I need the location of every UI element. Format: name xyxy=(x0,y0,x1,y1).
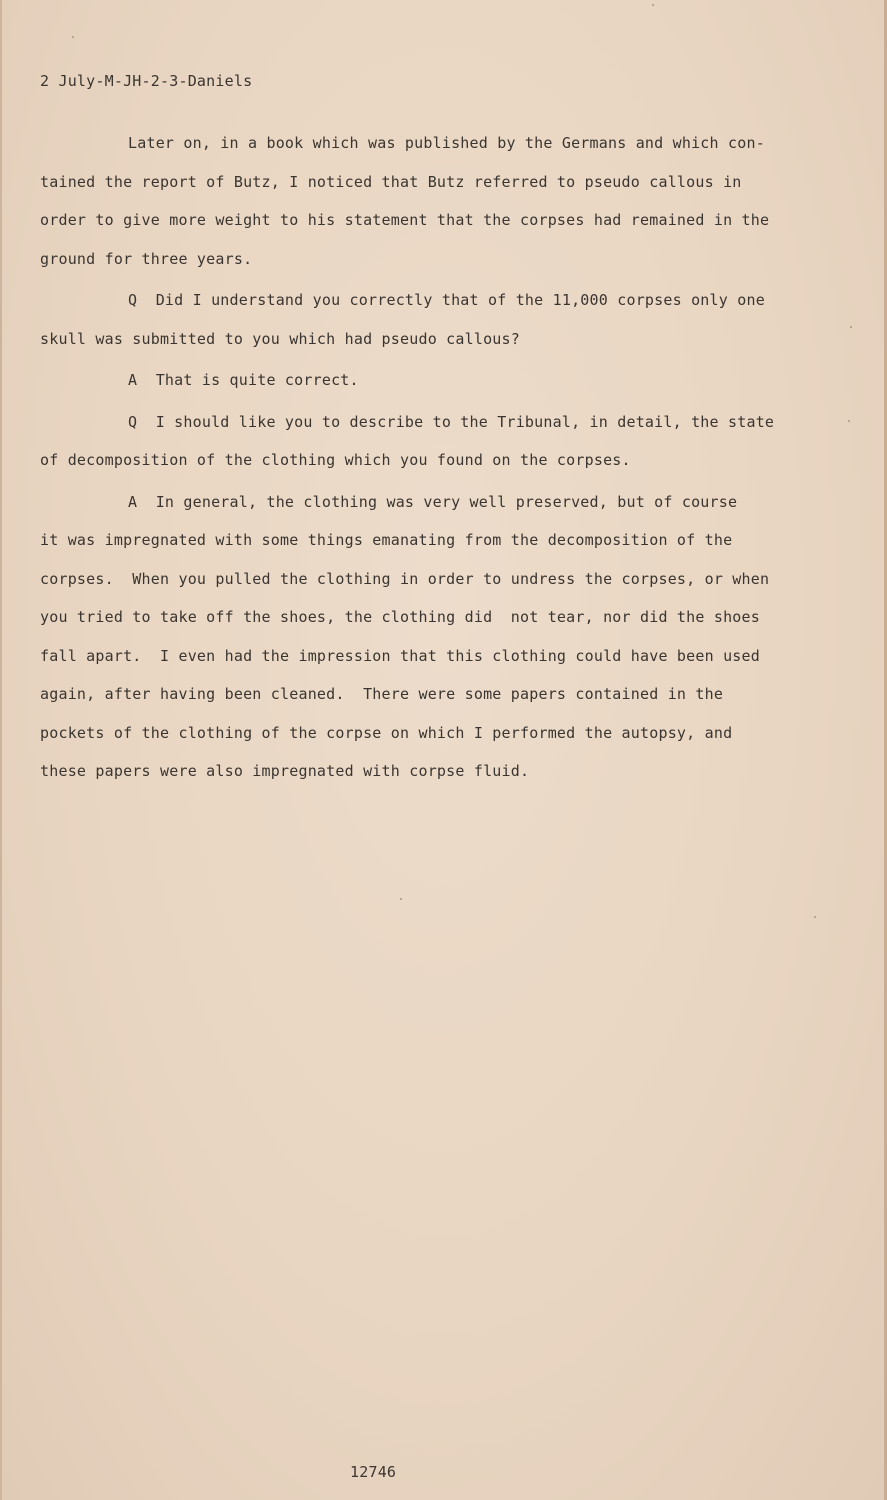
text-line: it was impregnated with some things emanating from the decomposition of the xyxy=(40,531,733,549)
text-line: Q I should like you to describe to the Tribunal, in detail, the state xyxy=(128,412,775,431)
text-line: Later on, in a book which was published by the Germans and which con- xyxy=(128,134,765,152)
paper-speck xyxy=(814,916,816,918)
paper-speck xyxy=(400,898,402,900)
text-line: Q Did I understand you correctly that of the 11,000 corpses only one xyxy=(128,291,765,309)
text-line: order to give more weight to his statement that the corpses had remained in the xyxy=(40,211,770,229)
paragraph-4 xyxy=(40,407,820,484)
paper-speck xyxy=(850,326,852,328)
text-line: A In general, the clothing was very well preserved, but of course xyxy=(128,492,738,511)
paragraph-1 xyxy=(40,128,820,282)
document-body xyxy=(40,128,820,798)
page-number: 12746 xyxy=(350,1463,397,1481)
text-line: corpses. When you pulled the clothing in order to undress the corpses, or when xyxy=(40,569,770,588)
text-line: tained the report of Butz, I noticed that Butz referred to pseudo callous in xyxy=(40,172,742,191)
text-line: ground for three years. xyxy=(40,249,253,268)
text-line: again, after having been cleaned. There were some papers contained in the xyxy=(40,685,724,703)
text-line: skull was submitted to you which had pseudo callous? xyxy=(40,329,520,348)
text-line: pockets of the clothing of the corpse on which I performed the autopsy, and xyxy=(40,723,733,742)
text-line: A That is quite correct. xyxy=(128,371,359,389)
paragraph-5 xyxy=(40,487,820,795)
text-line: you tried to take off the shoes, the clothing did not tear, nor did the shoes xyxy=(40,608,760,626)
paragraph-2 xyxy=(40,285,820,362)
page-header: 2 July-M-JH-2-3-Daniels xyxy=(40,72,253,90)
paragraph-3 xyxy=(40,365,820,404)
text-line: these papers were also impregnated with corpse fluid. xyxy=(40,762,530,780)
text-line: fall apart. I even had the impression that this clothing could have been used xyxy=(40,646,760,665)
paper-speck xyxy=(652,4,654,6)
paper-speck xyxy=(72,36,74,38)
text-line: of decomposition of the clothing which you found on the corpses. xyxy=(40,451,631,469)
paper-speck xyxy=(848,420,850,422)
